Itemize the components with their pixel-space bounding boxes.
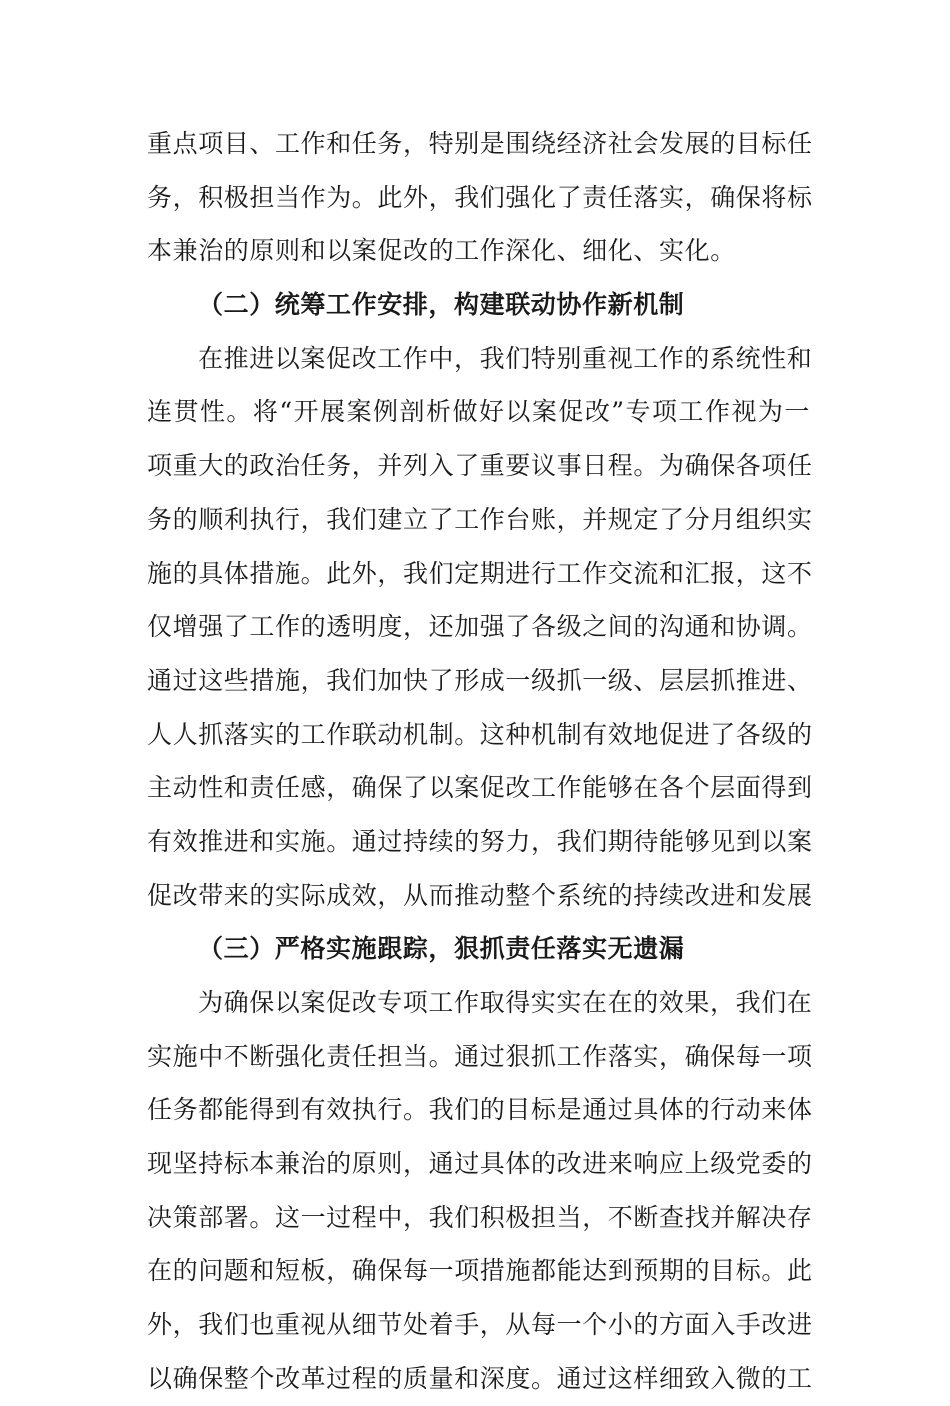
paragraph-2-line-3: 项重大的政治任务，并列入了重要议事日程。为确保各项任 [147, 451, 813, 481]
paragraph-3-line-1: 为确保以案促改专项工作取得实实在在的效果，我们在 [198, 988, 813, 1017]
section-heading-3: （三）严格实施跟踪，狠抓责任落实无遗漏 [198, 934, 685, 964]
paragraph-1-line-1: 重点项目、工作和任务，特别是围绕经济社会发展的目标任 [147, 129, 813, 158]
paragraph-2-line-8: 人人抓落实的工作联动机制。这种机制有效地促进了各级的 [147, 719, 813, 749]
document-body [147, 117, 813, 1406]
paragraph-2-line-6: 仅增强了工作的透明度，还加强了各级之间的沟通和协调。 [147, 612, 813, 642]
paragraph-3-line-8: 以确保整个改革过程的质量和深度。通过这样细致入微的工 [147, 1363, 813, 1393]
paragraph-2-line-5: 施的具体措施。此外，我们定期进行工作交流和汇报，这不 [147, 558, 813, 588]
paragraph-3-line-5: 决策部署。这一过程中，我们积极担当，不断查找并解决存 [147, 1202, 813, 1232]
paragraph-2-line-9: 主动性和责任感，确保了以案促改工作能够在各个层面得到 [147, 773, 813, 803]
paragraph-2-line-10: 有效推进和实施。通过持续的努力，我们期待能够见到以案 [147, 826, 813, 856]
paragraph-2-line-1: 在推进以案促改工作中，我们特别重视工作的系统性和 [198, 343, 813, 373]
paragraph-3-line-3: 任务都能得到有效执行。我们的目标是通过具体的行动来体 [147, 1095, 813, 1125]
paragraph-2-line-2: 连贯性。将“开展案例剖析做好以案促改”专项工作视为一 [147, 397, 810, 427]
paragraph-2-line-7: 通过这些措施，我们加快了形成一级抓一级、层层抓推进、 [147, 665, 813, 695]
paragraph-1-line-3: 本兼治的原则和以案促改的工作深化、细化、实化。 [147, 236, 736, 266]
paragraph-1-line-2: 务，积极担当作为。此外，我们强化了责任落实，确保将标 [147, 182, 813, 212]
paragraph-3-line-2: 实施中不断强化责任担当。通过狠抓工作落实，确保每一项 [147, 1041, 813, 1071]
paragraph-3-line-6: 在的问题和短板，确保每一项措施都能达到预期的目标。此 [147, 1256, 813, 1286]
paragraph-2-line-11: 促改带来的实际成效，从而推动整个系统的持续改进和发展 [147, 880, 813, 910]
paragraph-2-line-4: 务的顺利执行，我们建立了工作台账，并规定了分月组织实 [147, 504, 813, 534]
paragraph-3-line-7: 外，我们也重视从细节处着手，从每一个小的方面入手改进 [147, 1310, 813, 1340]
paragraph-3-line-4: 现坚持标本兼治的原则，通过具体的改进来响应上级党委的 [147, 1149, 813, 1179]
section-heading-2: （二）统筹工作安排，构建联动协作新机制 [198, 290, 685, 320]
